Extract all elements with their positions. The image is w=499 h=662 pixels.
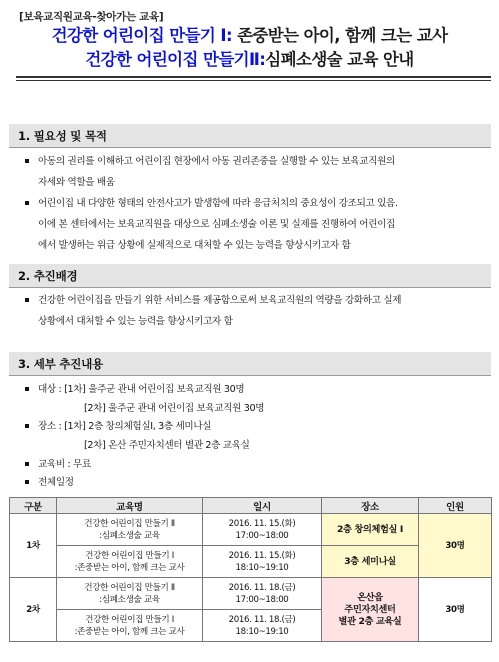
course-cell — [57, 546, 203, 578]
course-cell — [57, 514, 203, 546]
bullet-text: 교육비 : 무료 — [38, 459, 91, 470]
round-cell: 1차 — [10, 514, 57, 578]
place-line: 주민자치센터 — [344, 603, 396, 615]
section-heading-details: 3. 세부 추진내용 — [9, 352, 491, 376]
course-title: 건강한 어린이집 만들기 Ⅱ — [84, 518, 175, 529]
column-header-course: 교육명 — [57, 498, 203, 514]
place-line: 별관 2층 교육실 — [338, 615, 402, 627]
course-subtitle: :심폐소생술 교육 — [99, 530, 160, 541]
course-cell — [57, 610, 203, 642]
place-cell — [322, 578, 419, 642]
bullet-continuation: [2차] 온산 주민자치센터 별관 2층 교육실 — [84, 440, 250, 451]
course-cell — [57, 578, 203, 610]
title-2-part-2: 심폐소생술 교육 안내 — [265, 50, 414, 69]
section-heading-purpose: 1. 필요성 및 목적 — [9, 124, 491, 148]
bullet-square-icon — [25, 424, 29, 428]
round-cell: 2차 — [10, 578, 57, 642]
bullet-continuation: [2차] 울주군 관내 어린이집 보육교직원 30명 — [84, 403, 265, 414]
datetime-cell — [203, 546, 322, 578]
bullet-square-icon — [25, 201, 29, 205]
title-divider-thin — [16, 80, 491, 81]
course-title: 건강한 어린이집 만들기 Ⅱ — [84, 582, 175, 593]
column-header-place: 장소 — [322, 498, 419, 514]
bullet-text: 장소 : [1차] 2층 창의체험실Ⅰ, 3층 세미나실 — [38, 421, 212, 432]
place-cell: 2층 창의체험실 Ⅰ — [322, 514, 419, 546]
date-text: 2016. 11. 15.(화) — [228, 550, 296, 561]
people-cell: 30명 — [419, 514, 492, 578]
people-cell: 30명 — [419, 578, 492, 642]
bullet-square-icon — [25, 462, 29, 466]
title-2-part-1: 건강한 어린이집 만들기Ⅱ: — [85, 50, 266, 69]
course-title: 건강한 어린이집 만들기 Ⅰ — [85, 550, 174, 561]
course-title: 건강한 어린이집 만들기 Ⅰ — [85, 614, 174, 625]
bullet-continuation: 상황에서 대처할 수 있는 능력을 향상시키고자 함 — [38, 316, 233, 327]
bullet-continuation: 이에 본 센터에서는 보육교직원을 대상으로 심폐소생술 이론 및 실제를 진행하여 어린이집 — [38, 219, 395, 230]
place-line: 온산읍 — [357, 591, 383, 603]
table-header-row — [10, 498, 492, 514]
column-header-datetime: 일시 — [203, 498, 322, 514]
date-text: 2016. 11. 18.(금) — [228, 614, 296, 625]
date-text: 2016. 11. 15.(화) — [228, 518, 296, 529]
course-subtitle: :심폐소생술 교육 — [99, 594, 160, 605]
datetime-cell — [203, 514, 322, 546]
title-line-1 — [0, 22, 499, 46]
bullet-square-icon — [25, 480, 29, 484]
title-divider — [16, 76, 491, 78]
bullet-continuation: 자세와 역할을 배움 — [38, 177, 115, 188]
datetime-cell — [203, 610, 322, 642]
bullet-text: 아동의 권리를 이해하고 어린이집 현장에서 아동 권리존중을 실행할 수 있는 보육교직원의 — [38, 156, 395, 167]
title-1-part-1: 건강한 어린이집 만들기 Ⅰ: — [51, 26, 238, 45]
title-line-2 — [0, 46, 499, 70]
time-text: 18:10~19:10 — [235, 562, 289, 573]
bullet-continuation: 에서 발생하는 위급 상황에 실제적으로 대처할 수 있는 능력을 향상시키고자 함 — [38, 240, 351, 251]
table-row — [10, 578, 492, 610]
time-text: 17:00~18:00 — [235, 594, 289, 605]
title-1-part-2: 존중받는 아이, 함께 크는 교사 — [237, 26, 448, 45]
bullet-text: 어린이집 내 다양한 형태의 안전사고가 발생함에 따라 응급처치의 중요성이 강조되고 있음. — [38, 198, 398, 209]
datetime-cell — [203, 578, 322, 610]
column-header-round: 구분 — [10, 498, 57, 514]
date-text: 2016. 11. 18.(금) — [228, 582, 296, 593]
table-row — [10, 514, 492, 546]
bullet-text: 전체일정 — [38, 477, 74, 488]
bullet-square-icon — [25, 159, 29, 163]
place-cell: 3층 세미나실 — [322, 546, 419, 578]
bullet-square-icon — [25, 387, 29, 391]
bullet-text: 건강한 어린이집을 만들기 위한 서비스를 제공함으로써 보육교직원의 역량을 강화하고 실제 — [38, 295, 402, 306]
column-header-people: 인원 — [419, 498, 492, 514]
schedule-table — [9, 497, 492, 642]
course-subtitle: :존중받는 아이, 함께 크는 교사 — [74, 562, 185, 573]
time-text: 18:10~19:10 — [235, 626, 289, 637]
document-tag: [보육교직원교육-찾아가는 교육] — [19, 11, 164, 23]
bullet-text: 대상 : [1차] 울주군 관내 어린이집 보육교직원 30명 — [38, 384, 245, 395]
time-text: 17:00~18:00 — [235, 530, 289, 541]
section-heading-background: 2. 추진배경 — [9, 264, 491, 288]
course-subtitle: :존중받는 아이, 함께 크는 교사 — [74, 626, 185, 637]
bullet-square-icon — [25, 298, 29, 302]
